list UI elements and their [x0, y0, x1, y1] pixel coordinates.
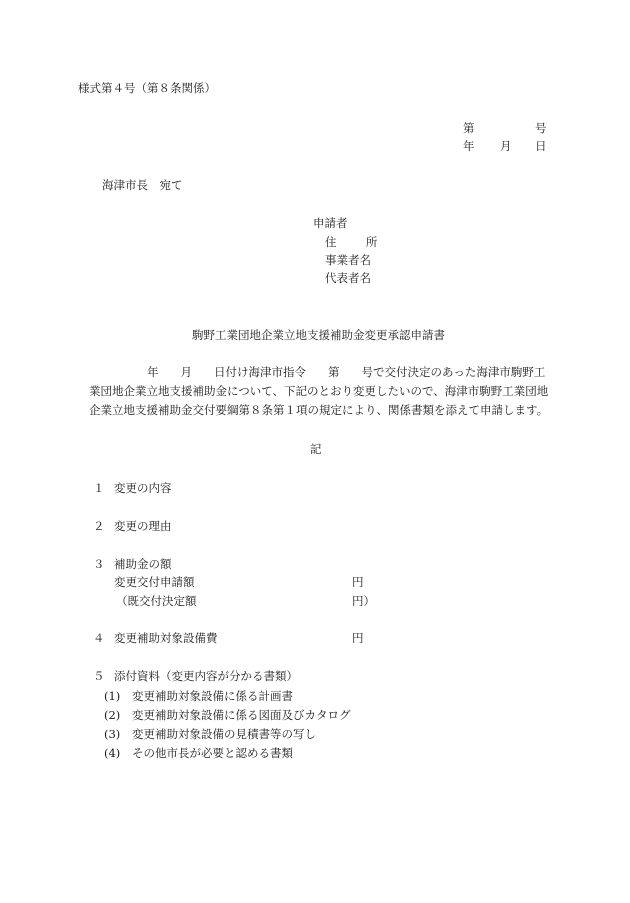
- form-label: 様式第４号（第８条関係）: [78, 81, 216, 95]
- item-5-label: 添付資料（変更内容が分かる書類）: [114, 669, 298, 683]
- lead-month: 月: [180, 365, 192, 379]
- attachment-number: (2): [104, 708, 121, 722]
- changed-application-amount-unit: 円: [352, 575, 364, 589]
- item-1-label: 変更の内容: [114, 481, 172, 495]
- changed-application-amount-label: 変更交付申請額: [114, 575, 195, 589]
- applicant-heading: 申請者: [313, 216, 348, 230]
- page-title: 駒野工業団地企業立地支援補助金変更承認申請書: [192, 328, 445, 342]
- representative-label: 代表者名: [325, 271, 371, 285]
- item-1-number: １: [93, 481, 105, 495]
- lead-no-prefix: 第: [328, 365, 340, 379]
- date-month: 月: [500, 139, 512, 153]
- document-number-suffix: 号: [535, 121, 547, 135]
- already-decided-amount-unit: 円）: [352, 594, 375, 608]
- attachment-text: 変更補助対象設備の見積書等の写し: [132, 727, 316, 741]
- body-line-1: [147, 364, 545, 380]
- lead-text-b: 号で交付決定のあった海津市駒野工: [361, 365, 546, 379]
- attachment-text: 変更補助対象設備に係る図面及びカタログ: [132, 708, 351, 722]
- address-label-b: 所: [365, 235, 378, 249]
- already-decided-amount-label: （既交付決定額: [116, 594, 197, 608]
- date-day: 日: [535, 139, 547, 153]
- body-line-2: 業団地企業立地支援補助金について、下記のとおり変更したいので、海津市駒野工業団地: [89, 384, 549, 398]
- business-name-label: 事業者名: [325, 253, 371, 267]
- item-5-number: ５: [93, 669, 105, 683]
- addressee: 海津市長 宛て: [102, 178, 183, 192]
- item-4-unit: 円: [352, 631, 364, 645]
- address-label-a: 住: [325, 235, 337, 249]
- attachment-number: (1): [104, 689, 121, 703]
- lead-year: 年: [147, 365, 159, 379]
- document-number-prefix: 第: [463, 121, 475, 135]
- item-3-number: ３: [93, 557, 105, 571]
- attachment-text: その他市長が必要と認める書類: [132, 746, 293, 760]
- date-year: 年: [463, 139, 475, 153]
- lead-text-a: 日付け海津市指令: [214, 365, 306, 379]
- ki-heading: 記: [310, 442, 322, 456]
- attachment-number: (4): [104, 746, 121, 760]
- item-3-label: 補助金の額: [114, 557, 172, 571]
- attachment-text: 変更補助対象設備に係る計画書: [132, 689, 293, 703]
- body-line-3: 企業立地支援補助金交付要綱第８条第１項の規定により、関係書類を添えて申請します。: [89, 403, 549, 417]
- address-label: [325, 234, 377, 250]
- attachment-number: (3): [104, 727, 121, 741]
- item-2-label: 変更の理由: [114, 519, 172, 533]
- item-4-number: ４: [93, 631, 105, 645]
- item-2-number: ２: [93, 519, 105, 533]
- item-4-label: 変更補助対象設備費: [114, 631, 218, 645]
